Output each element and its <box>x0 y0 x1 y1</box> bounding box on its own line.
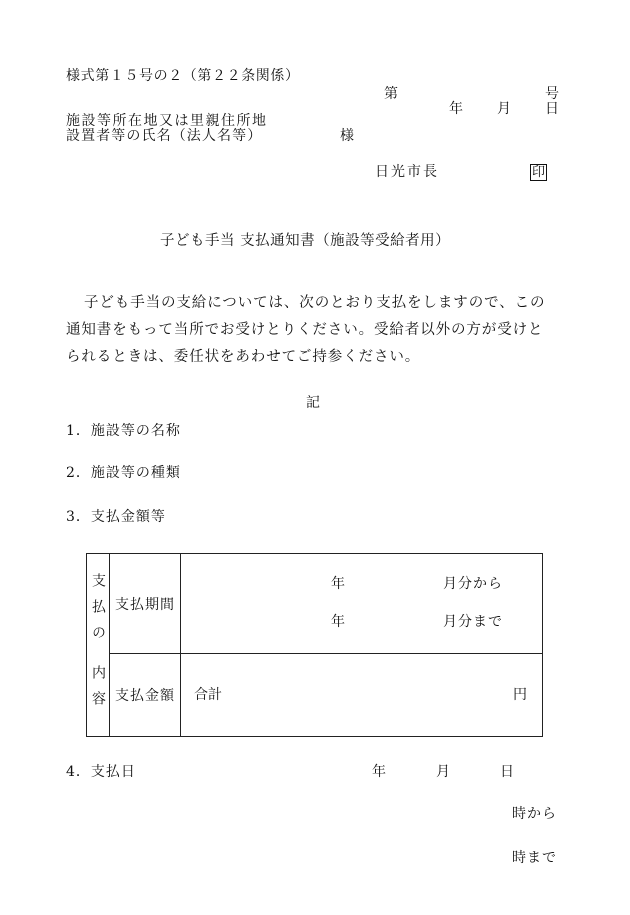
item-facility-type: 2．施設等の種類 <box>66 465 181 481</box>
doc-number-prefix: 第 <box>384 86 398 102</box>
date-day: 日 <box>545 101 559 117</box>
from-year: 年 <box>331 576 345 592</box>
body-line-3: られるときは、委任状をあわせてご持参ください。 <box>66 349 421 365</box>
side-label-bottom: 内容 <box>90 665 106 717</box>
document-title: 子ども手当 支払通知書（施設等受給者用） <box>160 233 451 249</box>
form-number: 様式第１５号の２（第２２条関係） <box>66 68 300 84</box>
item-payment-amount: 3．支払金額等 <box>66 509 166 525</box>
item-payment-date: 4．支払日 <box>66 764 136 780</box>
date-month: 月 <box>497 101 511 117</box>
body-line-2: 通知書をもって当所でお受けとりください。受給者以外の方が受けと <box>66 322 544 338</box>
side-label-top: 支払の <box>90 573 106 651</box>
payment-date-month: 月 <box>436 764 450 780</box>
facility-address-label: 施設等所在地又は里親住所地 <box>66 113 268 129</box>
to-year: 年 <box>331 614 345 630</box>
payment-table <box>86 553 543 737</box>
to-month: 月分まで <box>443 614 503 630</box>
seal-mark <box>530 164 547 181</box>
date-year: 年 <box>449 101 463 117</box>
payment-period-cell <box>181 554 543 654</box>
payment-time-to: 時まで <box>512 850 557 866</box>
body-paragraph <box>66 290 566 371</box>
founder-name-label: 設置者等の氏名（法人名等） <box>66 128 263 144</box>
total-label: 合計 <box>194 687 222 703</box>
payment-content-side-label <box>87 554 110 737</box>
payment-period-label: 支払期間 <box>110 554 181 654</box>
payment-time-from: 時から <box>512 806 557 822</box>
seal-text: 印 <box>532 165 546 180</box>
item-facility-name: 1．施設等の名称 <box>66 423 181 439</box>
honorific: 様 <box>340 128 354 144</box>
doc-number-suffix: 号 <box>545 86 559 102</box>
issuer-name: 日光市長 <box>375 164 439 180</box>
payment-date-year: 年 <box>372 764 386 780</box>
payment-amount-cell <box>181 654 543 737</box>
from-month: 月分から <box>443 576 503 592</box>
payment-amount-label: 支払金額 <box>110 654 181 737</box>
body-line-1: 子ども手当の支給については、次のとおり支払をしますので、この <box>84 295 546 311</box>
yen-unit: 円 <box>513 687 527 703</box>
payment-date-day: 日 <box>500 764 514 780</box>
ki-label: 記 <box>306 395 320 411</box>
